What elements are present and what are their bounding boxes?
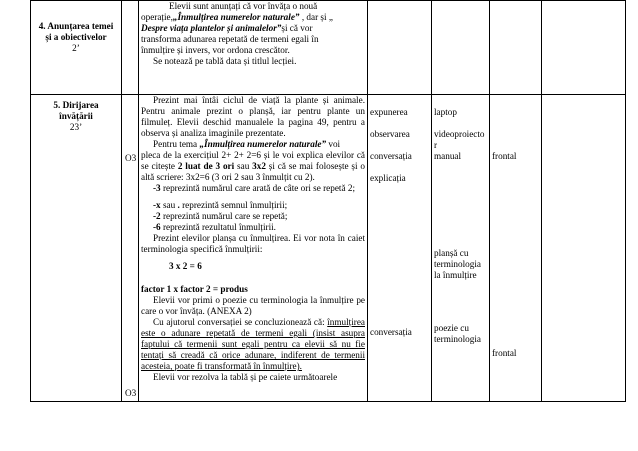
stage-title: învățării [59,111,93,121]
objective-cell [122,1,139,95]
content-line: transforma adunarea repetată de termeni egali în [141,34,319,44]
stage-cell [31,95,122,402]
objective-label: O3 [125,153,137,163]
method-label: expunerea [370,107,408,117]
table-row-stage-4 [31,1,626,95]
stage-title: 5. Dirijarea [53,100,99,110]
objective-label: O3 [125,388,137,398]
content-paragraph: Pentru tema „Înmulțirea numerelor naturale” voi [153,139,341,149]
lesson-plan-table [30,0,626,402]
method-label: conversația [370,327,412,337]
content-paragraph: -2 reprezintă numărul care se repetă; [153,211,288,221]
table-row-stage-5 [31,95,626,402]
resource-label: videoproiector [434,129,485,150]
formula: 3 x 2 = 6 [169,261,202,271]
content-cell [139,1,368,95]
content-line: Despre viața plantelor și animalelor”și că vor [141,23,313,33]
methods-cell [368,95,432,402]
stage-title: 4. Anunțarea temei [38,21,114,31]
content-paragraph: Prezint mai întâi ciclul de viață la plante și animale. Pentru animale prezint o planșă, iar pentru plante un filmuleț. Elevii deschid manualele la pagina 49, pentru a observa și analiza imaginile prezentate. [141,95,365,138]
content-line: operație,„Înmulțirea numerelor naturale” , dar și „ [141,12,333,22]
content-line: Elevii sunt anunțați că vor învăța o nouă [169,1,318,11]
organization-label: frontal [492,151,517,161]
content-paragraph: -x sau . reprezintă semnul înmulțirii; [153,200,288,210]
organization-cell [490,1,542,95]
objective-cell [122,95,139,402]
stage-cell [31,1,122,95]
resource-label: poezie cu terminologia [434,323,481,344]
resource-label: laptop [434,107,457,117]
organization-label: frontal [492,348,517,358]
lesson-plan-page [30,0,625,451]
resource-label: planșă cu terminologia la înmulțire [434,248,481,280]
method-label: observarea [370,129,410,139]
stage-duration: 23’ [69,122,83,132]
content-paragraph: -6 reprezintă rezultatul înmulțirii. [153,222,276,232]
stage-title: și a obiectivelor [45,32,107,42]
content-line: înmulțire și invers, vor ordona crescător. [141,45,290,55]
content-paragraph: Prezint elevilor planșa cu înmulțirea. Ei vor nota în caiet terminologia specifică înmulțirii: [141,233,365,254]
content-paragraph: Cu ajutorul conversației se concluzionează că: înmulțirea este o adunare repetată de termeni egali (insist asupra faptului că termenii sunt egali pentru ca elevii să nu fie tentați să creadă că orice adunare, indiferent de termenii acesteia, poate fi transformată în înmulțire). [141,317,365,371]
content-line: Se notează pe tablă data și titlul lecției. [153,56,297,66]
method-label: explicația [370,173,406,183]
formula-terminology: factor 1 x factor 2 = produs [141,284,248,294]
organization-cell [490,95,542,402]
content-paragraph: -3 reprezintă numărul care arată de câte ori se repetă 2; [153,183,356,193]
method-label: conversația [370,151,412,161]
resource-label: manual [434,151,462,161]
stage-duration: 2’ [72,43,80,53]
content-paragraph: Elevii vor rezolva la tablă și pe caiete următoarele [153,372,338,382]
resources-cell [432,95,490,402]
resources-cell [432,1,490,95]
content-paragraph: Elevii vor primi o poezie cu terminologia la înmulțire pe care o vor învăța. (ANEXA 2) [141,295,365,316]
methods-cell [368,1,432,95]
content-paragraph: pleca de la exercițiul 2+ 2+ 2=6 și le voi explica elevilor că se citește 2 luat de 3 ori sau 3x2 și că se mai folosește și o altă scriere: 3x2=6 (3 ori 2 sau 3 înmulțit cu 2). [141,150,366,182]
evaluation-cell [542,95,626,402]
content-cell [139,95,368,402]
evaluation-cell [542,1,626,95]
